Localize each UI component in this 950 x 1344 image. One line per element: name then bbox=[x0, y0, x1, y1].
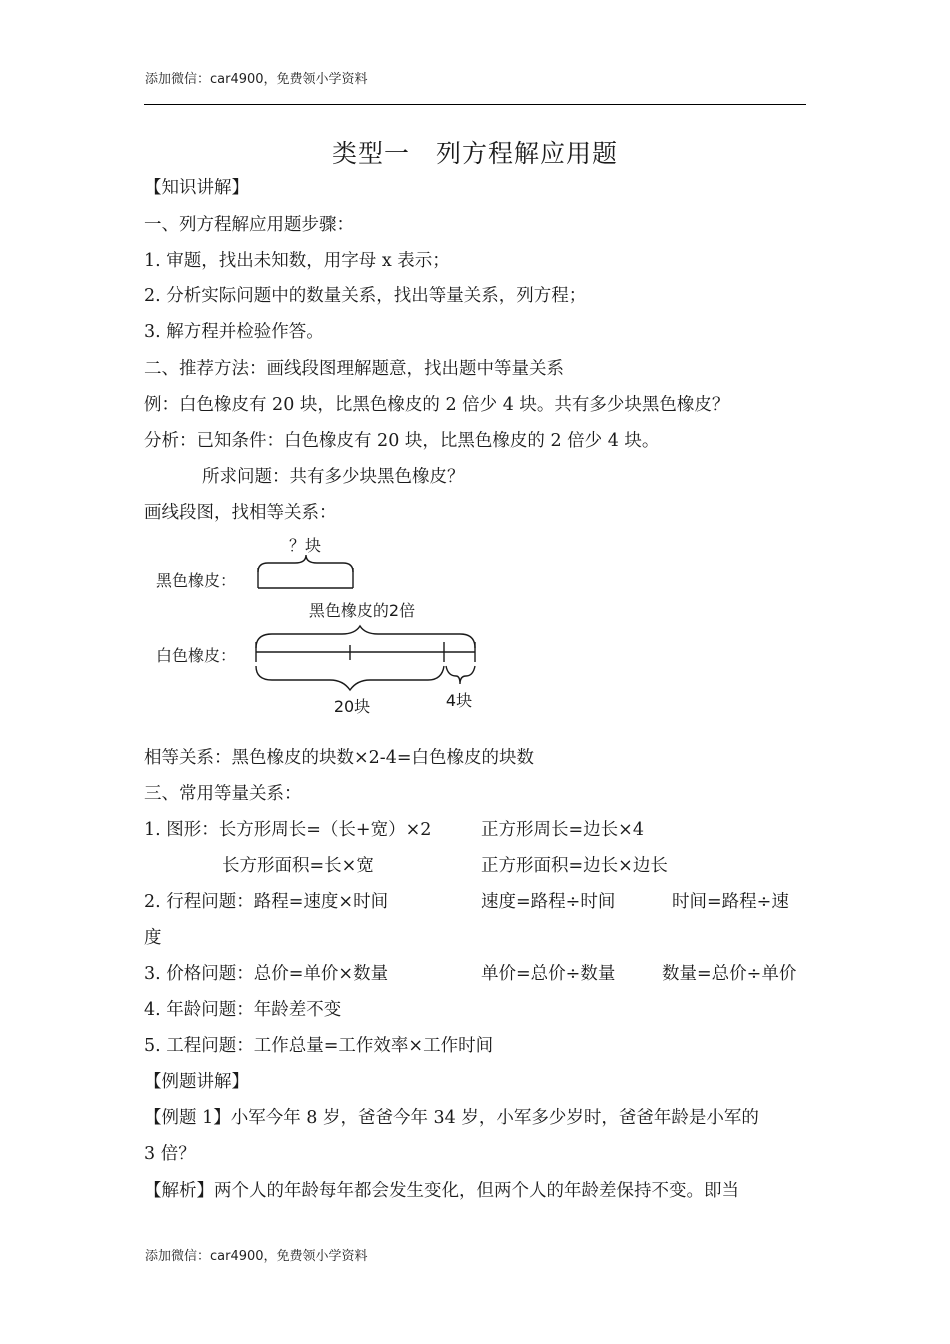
white-segment bbox=[256, 642, 444, 662]
rel-shape-2a: 长方形面积=长×宽 bbox=[222, 856, 374, 876]
rel-shape-1a: 1. 图形：长方形周长=（长+宽）×2 bbox=[144, 820, 432, 840]
footer-watermark: 添加微信：car4900，免费领小学资料 bbox=[145, 1249, 368, 1264]
label-double: 黑色橡皮的2倍 bbox=[308, 601, 416, 620]
analysis-question: 所求问题：共有多少块黑色橡皮？ bbox=[202, 467, 465, 487]
rel-travel-wrap: 度 bbox=[144, 928, 162, 948]
rel-travel-a: 2. 行程问题：路程=速度×时间 bbox=[144, 892, 389, 912]
rel-travel-c: 时间=路程÷速 bbox=[672, 892, 789, 912]
label-total: 20块 bbox=[333, 697, 371, 716]
step-3: 3. 解方程并检验作答。 bbox=[144, 322, 324, 342]
rel-price-b: 单价=总价÷数量 bbox=[481, 964, 616, 984]
brace-total bbox=[256, 666, 444, 690]
rel-work: 5. 工程问题：工作总量=工作效率×工作时间 bbox=[144, 1036, 494, 1056]
example1-line2: 3 倍？ bbox=[144, 1144, 196, 1164]
example1-line1: 【例题 1】小军今年 8 岁，爸爸今年 34 岁，小军多少岁时，爸爸年龄是小军的 bbox=[144, 1108, 759, 1128]
common-heading: 三、常用等量关系： bbox=[144, 784, 302, 804]
extra-segment bbox=[444, 642, 475, 662]
steps-heading: 一、列方程解应用题步骤： bbox=[144, 215, 354, 235]
step-1: 1. 审题，找出未知数，用字母 x 表示； bbox=[144, 251, 450, 271]
analysis-known: 分析：已知条件：白色橡皮有 20 块，比黑色橡皮的 2 倍少 4 块。 bbox=[144, 431, 660, 451]
rel-shape-2b: 正方形面积=边长×边长 bbox=[481, 856, 668, 876]
header-watermark: 添加微信：car4900，免费领小学资料 bbox=[145, 72, 368, 87]
draw-instruction: 画线段图，找相等关系： bbox=[144, 503, 337, 523]
step-2: 2. 分析实际问题中的数量关系，找出等量关系，列方程； bbox=[144, 286, 587, 306]
black-segment bbox=[258, 568, 353, 588]
brace-unknown bbox=[258, 555, 353, 572]
rel-shape-1b: 正方形周长=边长×4 bbox=[481, 820, 644, 840]
label-black: 黑色橡皮： bbox=[156, 571, 237, 590]
header-rule bbox=[144, 104, 806, 105]
segment-diagram bbox=[150, 530, 490, 720]
brace-extra bbox=[446, 666, 475, 684]
examples-heading: 【例题讲解】 bbox=[144, 1072, 249, 1092]
rel-price-a: 3. 价格问题：总价=单价×数量 bbox=[144, 964, 389, 984]
label-unknown: ？块 bbox=[288, 536, 322, 555]
method-heading: 二、推荐方法：画线段图理解题意，找出题中等量关系 bbox=[144, 359, 564, 379]
label-white: 白色橡皮： bbox=[156, 646, 237, 665]
solution-line1: 【解析】两个人的年龄每年都会发生变化，但两个人的年龄差保持不变。即当 bbox=[144, 1181, 739, 1201]
rel-travel-b: 速度=路程÷时间 bbox=[481, 892, 616, 912]
brace-double bbox=[256, 626, 475, 648]
rel-price-c: 数量=总价÷单价 bbox=[662, 964, 797, 984]
example-text: 例：白色橡皮有 20 块，比黑色橡皮的 2 倍少 4 块。共有多少块黑色橡皮？ bbox=[144, 395, 730, 415]
knowledge-heading: 【知识讲解】 bbox=[144, 178, 249, 198]
page-title: 类型一 列方程解应用题 bbox=[331, 139, 618, 168]
label-extra: 4块 bbox=[445, 691, 473, 710]
rel-age: 4. 年龄问题：年龄差不变 bbox=[144, 1000, 342, 1020]
equality-text: 相等关系：黑色橡皮的块数×2-4=白色橡皮的块数 bbox=[144, 748, 535, 768]
